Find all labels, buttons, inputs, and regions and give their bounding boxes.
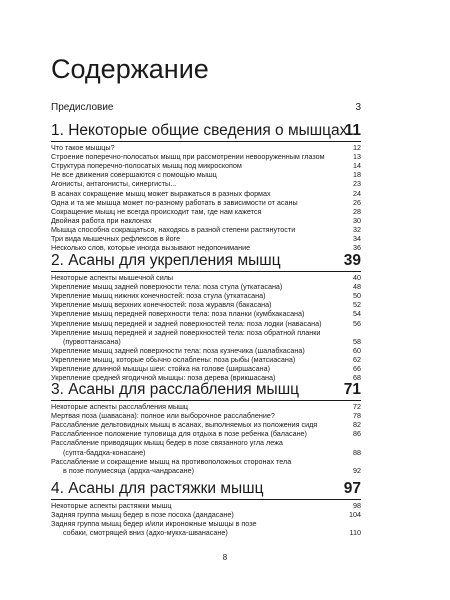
entry-label: В асанах сокращение мышц может выражаться в разных формах <box>51 188 271 198</box>
chapter-page: 39 <box>343 252 361 269</box>
chapter-page: 97 <box>343 480 361 497</box>
entry-label: Несколько слов, которые иногда вызывают недопонимание <box>51 243 251 253</box>
chapter-page: 11 <box>344 122 361 139</box>
chapter-title: 1. Некоторые общие сведения о мышцах <box>51 122 348 139</box>
chapter-heading[interactable] <box>51 251 361 271</box>
entry-label: собаки, смотрящей вниз (адхо-мукха-шванасане) <box>63 528 228 538</box>
entry-page: 78 <box>353 411 361 421</box>
entry-page: 56 <box>353 318 361 328</box>
chapter-heading[interactable] <box>51 121 361 141</box>
entry-page: 110 <box>349 528 361 538</box>
entry-page: 52 <box>353 300 361 310</box>
entry-page: 66 <box>353 364 361 373</box>
entry-label: Укрепление длинной мышцы шеи: стойка на голове (ширшасана) <box>51 364 270 373</box>
entry-label: Некоторые аспекты растяжки мышц <box>51 501 172 510</box>
chapter-heading[interactable] <box>51 479 361 499</box>
entry-label: Предисловие <box>51 102 114 113</box>
entry-label: Задняя группа мышц бедер и/или икроножные мышцы в позе <box>51 519 257 529</box>
chapter-title: 3. Асаны для расслабления мышц <box>51 381 300 398</box>
chapter-divider <box>51 141 361 142</box>
entry-page: 40 <box>353 273 361 282</box>
entry-page: 14 <box>353 161 361 171</box>
chapter-title: 2. Асаны для укрепления мышц <box>51 252 281 269</box>
entry-page: 72 <box>353 402 361 411</box>
entry-page: 23 <box>353 179 361 189</box>
entry-page: 18 <box>353 170 361 180</box>
chapter-divider <box>51 499 361 500</box>
page-number: 8 <box>222 553 228 562</box>
entry-page: 98 <box>353 501 361 510</box>
chapter-title: 4. Асаны для растяжки мышц <box>51 480 264 497</box>
entry-page: 50 <box>353 291 361 301</box>
entry-label: в позе полумесяца (ардха-чандрасане) <box>63 465 194 475</box>
entry-label: Укрепление мышц передней и задней поверхностей тела: поза лодки (навасана) <box>51 318 322 328</box>
entry-label: Мертвая поза (шавасана): полное или выборочное расслабление? <box>51 411 275 421</box>
entry-page: 92 <box>353 465 361 475</box>
entry-label: Не все движения совершаются с помощью мышц <box>51 170 217 180</box>
entry-page: 36 <box>353 243 361 253</box>
entry-label: Мышца способна сокращаться, находясь в разной степени растянутости <box>51 224 296 234</box>
entry-label: Расслабление и сокращение мышц на противоположных сторонах тела <box>51 456 292 466</box>
toc-entry-foreword[interactable] <box>51 101 361 115</box>
entry-label: Сокращение мышц не всегда происходит там, где нам кажется <box>51 206 262 216</box>
entry-page: 13 <box>353 152 361 162</box>
entry-label: Расслабление дельтовидных мышц в асанах, выполняемых из положения сидя <box>51 420 318 430</box>
entry-page: 12 <box>353 143 361 152</box>
entry-page: 62 <box>353 354 361 364</box>
entry-page: 48 <box>353 282 361 292</box>
toc-title: Содержание <box>51 54 209 84</box>
entry-label: Одна и та же мышца может по-разному работать в зависимости от асаны <box>51 197 298 207</box>
entry-label: Укрепление мышц передней поверхности тела: поза планки (кумбхакасана) <box>51 309 305 319</box>
entry-page: 88 <box>353 447 361 457</box>
entry-label: Укрепление мышц задней поверхности тела: поза кузнечика (шалабхасана) <box>51 345 305 355</box>
entry-label: Укрепление мышц передней и задней поверхностей тела: поза обратной планки <box>51 327 321 337</box>
entry-label: Укрепление средней ягодичной мышцы: поза дерева (врикшасана) <box>51 373 276 383</box>
entry-label: Укрепление мышц, которые обычно ослаблены: поза рыбы (матсиасана) <box>51 354 296 364</box>
entry-label: (супта-баддха-конасане) <box>63 447 146 457</box>
entry-label: Три вида мышечных рефлексов в йоге <box>51 234 181 243</box>
chapter-divider <box>51 400 361 401</box>
entry-page: 58 <box>353 336 361 346</box>
entry-label: Некоторые аспекты расслабления мышц <box>51 402 189 411</box>
entry-page: 32 <box>353 224 361 234</box>
entry-label: Задняя группа мышц бедер в позе посоха (дандасане) <box>51 510 234 520</box>
entry-label: Некоторые аспекты мышечной силы <box>51 273 174 282</box>
entry-page: 54 <box>353 309 361 319</box>
chapter-heading[interactable] <box>51 380 361 400</box>
entry-page: 3 <box>355 102 361 113</box>
entry-page: 28 <box>353 206 361 216</box>
entry-page: 34 <box>353 234 361 243</box>
chapter-divider <box>51 271 361 272</box>
entry-page: 86 <box>353 429 361 439</box>
entry-label: Расслабление приводящих мышц бедер в позе связанного угла лежа <box>51 438 283 448</box>
entry-label: Двойная работа при наклонах <box>51 215 152 225</box>
entry-page: 68 <box>353 373 361 383</box>
entry-label: Строение поперечно-полосатых мышц при рассмотрении невооруженным глазом <box>51 152 325 162</box>
entry-label: Укрепление мышц верхних конечностей: поза журавля (бакасана) <box>51 300 272 310</box>
entry-label: Укрепление мышц нижних конечностей: поза стула (уткатасана) <box>51 291 266 301</box>
entry-label: (пурвоттанасана) <box>63 336 121 346</box>
entry-page: 30 <box>353 215 361 225</box>
entry-label: Что такое мышцы? <box>51 143 115 152</box>
entry-page: 24 <box>353 188 361 198</box>
entry-page: 82 <box>353 420 361 430</box>
entry-page: 60 <box>353 345 361 355</box>
entry-label: Укрепление мышц задней поверхности тела: поза стула (уткатасана) <box>51 282 283 292</box>
entry-label: Структура поперечно-полосатых мышц под микроскопом <box>51 161 242 171</box>
entry-label: Расслабленное положение туловища для отдыха в позе ребенка (баласане) <box>51 429 307 439</box>
entry-page: 104 <box>349 510 361 520</box>
chapter-page: 71 <box>343 381 361 398</box>
entry-label: Агонисты, антагонисты, синергисты... <box>51 179 177 189</box>
entry-page: 26 <box>353 197 361 207</box>
